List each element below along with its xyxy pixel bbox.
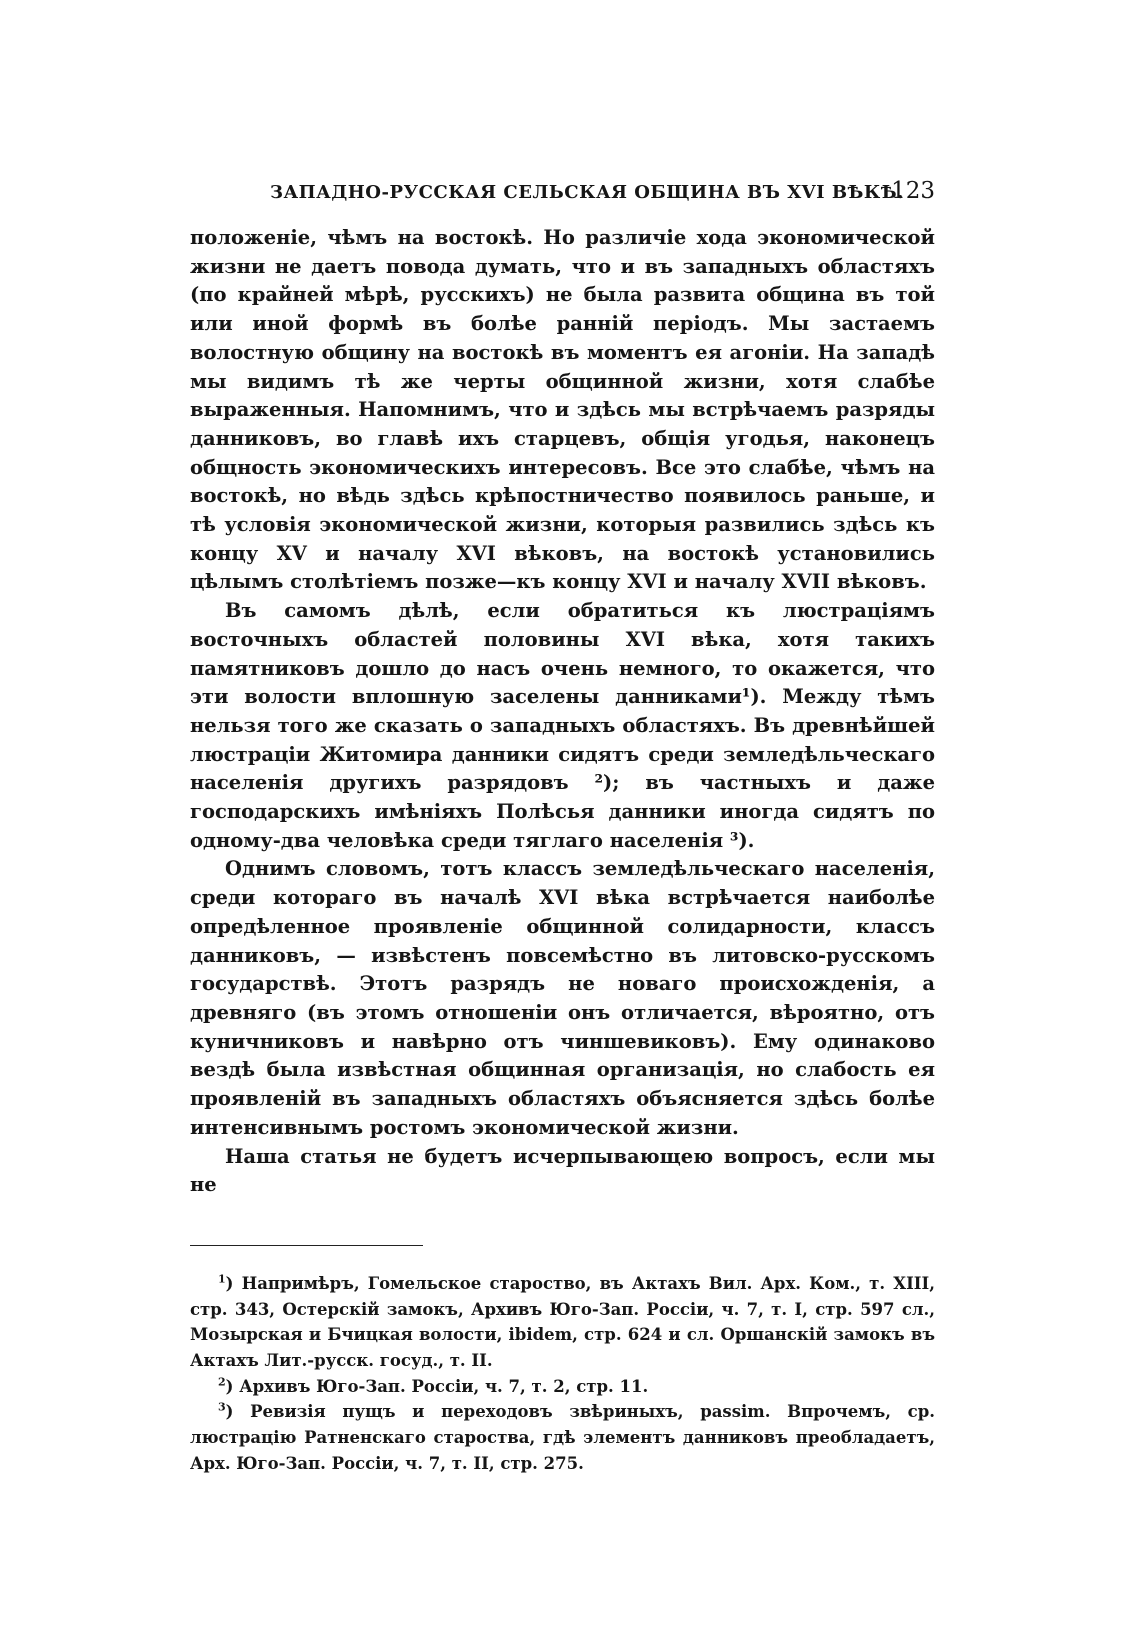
footnote-marker: 3 (218, 1400, 226, 1414)
footnote-text: ) Напримѣръ, Гомельское староство, въ Актахъ Вил. Арх. Ком., т. XIII, стр. 343, Остерскій замокъ, Архивъ Юго-Зап. Россіи, ч. 7, т. I, стр. 597 сл., Мозырская и Бчицкая волости, ibidem, стр. 624 и сл. Оршанскій замокъ въ Актахъ Лит.-русск. госуд., т. II. (190, 1273, 935, 1371)
footnotes (190, 1271, 935, 1477)
paragraph: положеніе, чѣмъ на востокѣ. Но различіе хода экономической жизни не даетъ повода думать, что и въ западныхъ областяхъ (по крайней мѣрѣ, русскихъ) не была развита община въ той или иной формѣ въ болѣе ранній періодъ. Мы застаемъ волостную общину на востокѣ въ моментъ ея агоніи. На западѣ мы видимъ тѣ же черты общинной жизни, хотя слабѣе выраженныя. Напомнимъ, что и здѣсь мы встрѣчаемъ разряды данниковъ, во главѣ ихъ старцевъ, общія угодья, наконецъ общность экономическихъ интересовъ. Все это слабѣе, чѣмъ на востокѣ, но вѣдь здѣсь крѣпостничество появилось раньше, и тѣ условія экономической жизни, которыя развились здѣсь къ концу XV и началу XVI вѣковъ, на востокѣ установились цѣлымъ столѣтіемъ позже—къ концу XVI и началу XVII вѣковъ. (190, 226, 935, 594)
paragraph: Однимъ словомъ, тотъ классъ земледѣльческаго населенія, среди котораго въ началѣ XVI вѣка встрѣчается наиболѣе опредѣленное проявленіе общинной солидарности, классъ данниковъ, — извѣстенъ повсемѣстно въ литовско-русскомъ государствѣ. Этотъ разрядъ не новаго происхожденія, а древняго (въ этомъ отношеніи онъ отличается, вѣроятно, отъ куничниковъ и навѣрно отъ чиншевиковъ). Ему одинаково вездѣ была извѣстная общинная организація, но слабость ея проявленій въ западныхъ областяхъ объясняется здѣсь болѣе интенсивнымъ ростомъ экономической жизни. (190, 857, 935, 1139)
page-content (190, 178, 935, 1477)
running-header (190, 178, 935, 214)
paragraph: Наша статья не будетъ исчерпывающею вопросъ, если мы не (190, 1144, 935, 1197)
footnote-divider (190, 1245, 423, 1246)
footnote (190, 1399, 935, 1476)
footnote-text: ) Архивъ Юго-Зап. Россіи, ч. 7, т. 2, стр. 11. (225, 1376, 649, 1396)
paragraph: Въ самомъ дѣлѣ, если обратиться къ люстраціямъ восточныхъ областей половины XVI вѣка, хотя такихъ памятниковъ дошло до насъ очень немного, то окажется, что эти волости вплошную заселены данниками¹). Между тѣмъ нельзя того же сказать о западныхъ областяхъ. Въ древнѣйшей люстраціи Житомира данники сидятъ среди земледѣльческаго населенія другихъ разрядовъ ²); въ частныхъ и даже господарскихъ имѣніяхъ Полѣсья данники иногда сидятъ по одному-два человѣка среди тяглаго населенія ³). (190, 599, 935, 852)
page-number: 123 (891, 178, 935, 204)
footnote-marker: 2 (218, 1375, 226, 1389)
footnote-text: ) Ревизія пущъ и переходовъ звѣриныхъ, passim. Впрочемъ, ср. люстрацію Ратненскаго староства, гдѣ элементъ данниковъ преобладаетъ, Арх. Юго-Зап. Россіи, ч. 7, т. II, стр. 275. (190, 1402, 935, 1473)
footnote-marker: 1 (218, 1272, 226, 1286)
running-title: ЗАПАДНО-РУССКАЯ СЕЛЬСКАЯ ОБЩИНА ВЪ XVI ВѢКѢ. (270, 182, 904, 203)
body-text (190, 224, 935, 1200)
footnote (190, 1374, 935, 1400)
footnote (190, 1271, 935, 1374)
